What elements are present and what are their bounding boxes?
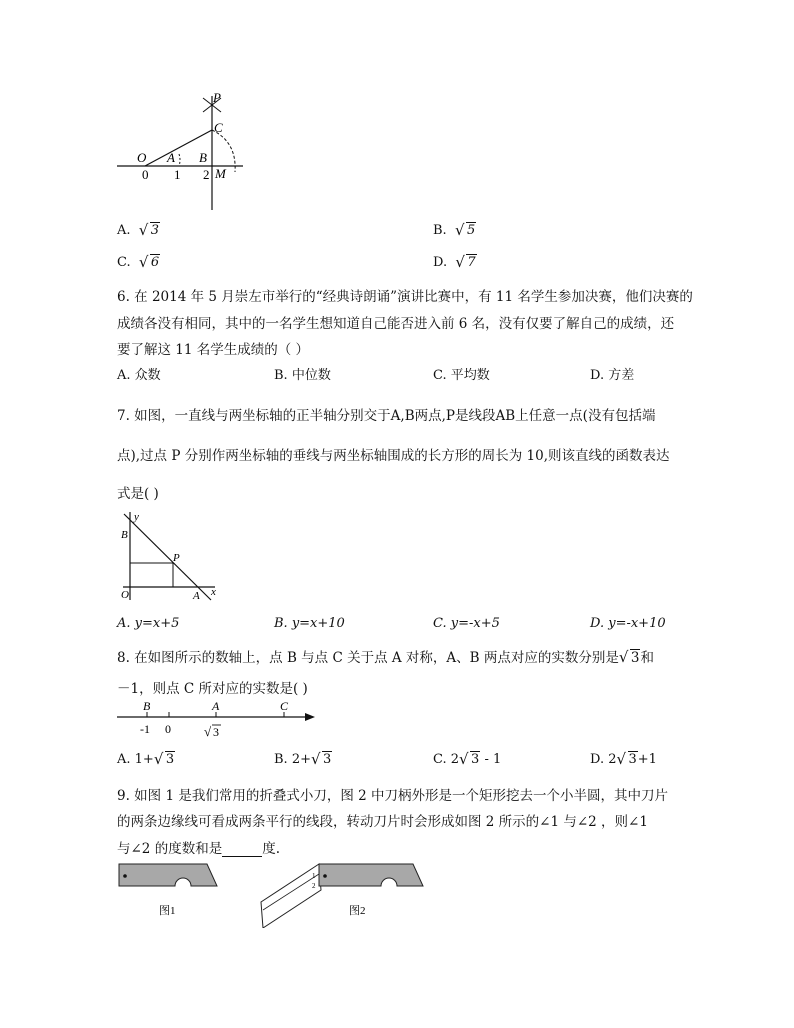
number-line-compass-figure bbox=[115, 92, 250, 214]
q6-line-3: 要了解这 11 名学生成绩的（ ） bbox=[117, 342, 310, 358]
fig1-caption: 图1 bbox=[159, 905, 176, 917]
knife-handle bbox=[119, 864, 217, 886]
q8-option-a: A. 1+ √ 3 bbox=[117, 750, 175, 768]
q8-option-b: B. 2+ √ 3 bbox=[274, 750, 332, 768]
q5-option-b: B. √ 5 bbox=[433, 221, 476, 239]
knife-figure-2 bbox=[255, 862, 435, 928]
q7-line-2: 点),过点 P 分别作两坐标轴的垂线与两坐标轴围成的长方形的周长为 10,则该直线的函数表达 bbox=[117, 448, 670, 464]
q7-option-c: C. y=-x+5 bbox=[433, 616, 500, 631]
q6-option-d: D. 方差 bbox=[590, 368, 635, 383]
arc-a bbox=[179, 154, 180, 166]
tick-0: 0 bbox=[142, 167, 149, 182]
rivet bbox=[323, 874, 327, 878]
label-B: B bbox=[143, 699, 151, 713]
q9-line-1: 9. 如图 1 是我们常用的折叠式小刀，图 2 中刀柄外形是一个矩形挖去一个小半圆，其中刀片 bbox=[117, 788, 669, 804]
coordinate-figure bbox=[115, 508, 225, 606]
knife-handle bbox=[319, 864, 423, 886]
q9-line-2: 的两条边缘线可看成两条平行的线段，转动刀片时会形成如图 2 所示的∠1 与∠2 ，则∠1 bbox=[117, 814, 648, 830]
number-line-figure bbox=[115, 697, 320, 743]
angle-1-label: 1 bbox=[312, 872, 316, 880]
q5-option-c: C. √ 6 bbox=[117, 253, 160, 271]
label-A: A bbox=[212, 699, 220, 713]
q6-option-a: A. 众数 bbox=[117, 368, 161, 383]
tick-1: 1 bbox=[174, 167, 181, 182]
q6-option-c: C. 平均数 bbox=[433, 368, 490, 383]
rectangle bbox=[130, 563, 173, 587]
q8-option-d: D. 2 √ 3+1 bbox=[590, 750, 657, 768]
label-O: O bbox=[121, 589, 129, 601]
q7-option-d: D. y=-x+10 bbox=[590, 616, 666, 631]
q9-line-3: 与∠2 的度数和是 度. bbox=[117, 841, 280, 857]
q7-line-3: 式是( ) bbox=[117, 486, 159, 502]
q8-option-c: C. 2 √ 3 - 1 bbox=[433, 750, 502, 768]
q7-line-1: 7. 如图，一直线与两坐标轴的正半轴分别交于A,B两点,P是线段AB上任意一点(没有包括端 bbox=[117, 408, 656, 424]
label-P: P bbox=[173, 552, 180, 564]
answer-blank bbox=[222, 842, 262, 857]
label-M: M bbox=[215, 166, 226, 181]
arrow-head bbox=[305, 713, 315, 721]
label-P: P bbox=[213, 92, 221, 105]
label-A: A bbox=[193, 590, 200, 602]
label-minus-1: -1 bbox=[140, 722, 150, 736]
label-C: C bbox=[214, 120, 223, 135]
sqrt-sign: √ bbox=[204, 724, 212, 739]
q8-line-1: 8. 在如图所示的数轴上，点 B 与点 C 关于点 A 对称，A、B 两点对应的实数分别是 √ 3和 bbox=[117, 648, 654, 666]
angle-2-label: 2 bbox=[312, 882, 316, 890]
rivet bbox=[123, 874, 127, 878]
q6-line-2: 成绩各没有相同，其中的一名学生想知道自己能否进入前 6 名，没有仅要了解自己的成绩，还 bbox=[117, 316, 675, 332]
label-B: B bbox=[121, 529, 128, 541]
q6-line-1: 6. 在 2014 年 5 月崇左市举行的“经典诗朗诵”演讲比赛中，有 11 名学生参加决赛，他们决赛的 bbox=[117, 289, 693, 305]
label-x: x bbox=[211, 586, 216, 598]
q5-option-a: A. √ 3 bbox=[117, 221, 160, 239]
label-B: B bbox=[199, 150, 207, 165]
q8-line-2: －1，则点 C 所对应的实数是( ) bbox=[117, 681, 308, 697]
knife-figure-1 bbox=[115, 862, 225, 922]
label-A: A bbox=[167, 150, 175, 165]
fig2-caption: 图2 bbox=[349, 905, 366, 917]
label-zero: 0 bbox=[165, 722, 171, 736]
q7-option-a: A. y=x+5 bbox=[117, 616, 180, 631]
label-y: y bbox=[134, 511, 139, 523]
label-sqrt3: 3 bbox=[213, 725, 219, 739]
label-C: C bbox=[280, 699, 289, 713]
q7-option-b: B. y=x+10 bbox=[274, 616, 345, 631]
label-O: O bbox=[137, 150, 147, 165]
q6-option-b: B. 中位数 bbox=[274, 368, 331, 383]
tick-2: 2 bbox=[203, 167, 210, 182]
q5-option-d: D. √ 7 bbox=[433, 253, 476, 271]
